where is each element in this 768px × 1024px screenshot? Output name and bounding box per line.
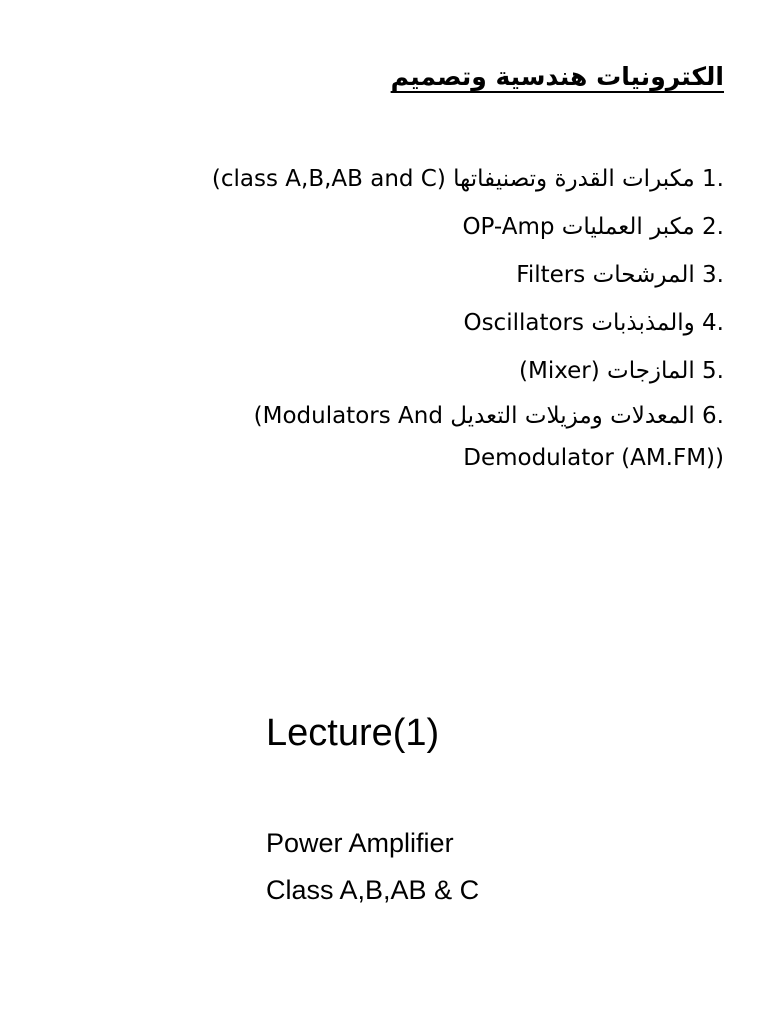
- lecture-heading: Lecture(1): [266, 712, 440, 754]
- lecture-subtitle-line-1: Power Amplifier: [266, 828, 454, 858]
- item-arabic-text: والمذبذبات: [591, 310, 695, 336]
- list-item: [124, 347, 724, 395]
- list-item: [124, 203, 724, 251]
- list-item: [124, 395, 724, 479]
- item-number: 1.: [702, 166, 724, 192]
- item-english-text: (Mixer): [519, 358, 600, 384]
- list-item: [124, 155, 724, 203]
- item-english-text: (class A,B,AB and C): [211, 166, 446, 192]
- item-english-text: Filters: [516, 262, 586, 288]
- item-english-text: Oscillators: [463, 310, 584, 336]
- item-arabic-text: المازجات: [607, 358, 695, 384]
- item-number: 5.: [702, 358, 724, 384]
- document-title: الكترونيات هندسية وتصميم: [390, 62, 724, 91]
- list-item: [124, 251, 724, 299]
- list-item: [124, 299, 724, 347]
- item-number: 3.: [702, 262, 724, 288]
- item-english-text: OP-Amp: [462, 214, 555, 240]
- item-arabic-text: مكبرات القدرة وتصنيفاتها: [453, 166, 695, 192]
- item-arabic-text: المعدلات ومزيلات التعديل: [450, 403, 695, 429]
- lecture-subtitle-line-2: Class A,B,AB & C: [266, 875, 480, 905]
- item-arabic-text: المرشحات: [592, 262, 695, 288]
- item-number: 2.: [702, 214, 724, 240]
- item-number: 6.: [702, 403, 724, 429]
- topics-list: [124, 155, 724, 479]
- item-number: 4.: [702, 310, 724, 336]
- item-english-text: (Modulators And Demodulator (AM.FM)): [253, 403, 724, 471]
- item-arabic-text: مكبر العمليات: [561, 214, 695, 240]
